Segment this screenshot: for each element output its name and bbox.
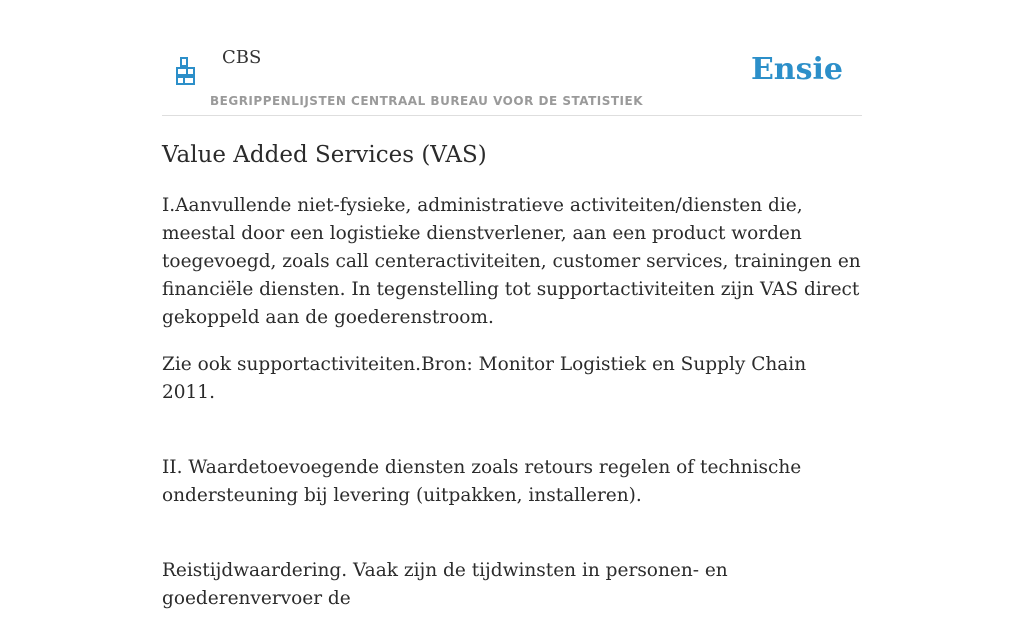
cbs-logo-icon[interactable]: [174, 56, 198, 88]
page-title: Value Added Services (VAS): [162, 142, 487, 168]
definition-paragraph: I.Aanvullende niet-fysieke, administratieve activiteiten/diensten die, meestal door een logistieke dienstverlener, aan een product worden toegevoegd, zoals call centeractiviteiten, customer services, trainingen en financiële diensten. In tegenstelling tot supportactiviteiten zijn VAS direct gekoppeld aan de goederenstroom.: [162, 195, 861, 328]
paragraph-spacer: [162, 529, 862, 557]
paragraph-spacer: [162, 426, 862, 454]
source-subtitle: BEGRIPPENLIJSTEN CENTRAAL BUREAU VOOR DE STATISTIEK: [210, 94, 644, 108]
definition-paragraph-2: II. Waardetoevoegende diensten zoals retours regelen of technische ondersteuning bij levering (uitpakken, installeren).: [162, 457, 802, 506]
reference-paragraph: Zie ook supportactiviteiten.Bron: Monitor Logistiek en Supply Chain 2011.: [162, 354, 807, 403]
definition-paragraph-3: Reistijdwaardering. Vaak zijn de tijdwinsten in personen- en goederenvervoer de: [162, 560, 728, 609]
article-body: [162, 192, 862, 632]
header: [162, 0, 862, 116]
brand-logo-link[interactable]: Ensie: [750, 52, 843, 87]
source-name[interactable]: CBS: [222, 47, 262, 68]
page: [162, 0, 862, 609]
